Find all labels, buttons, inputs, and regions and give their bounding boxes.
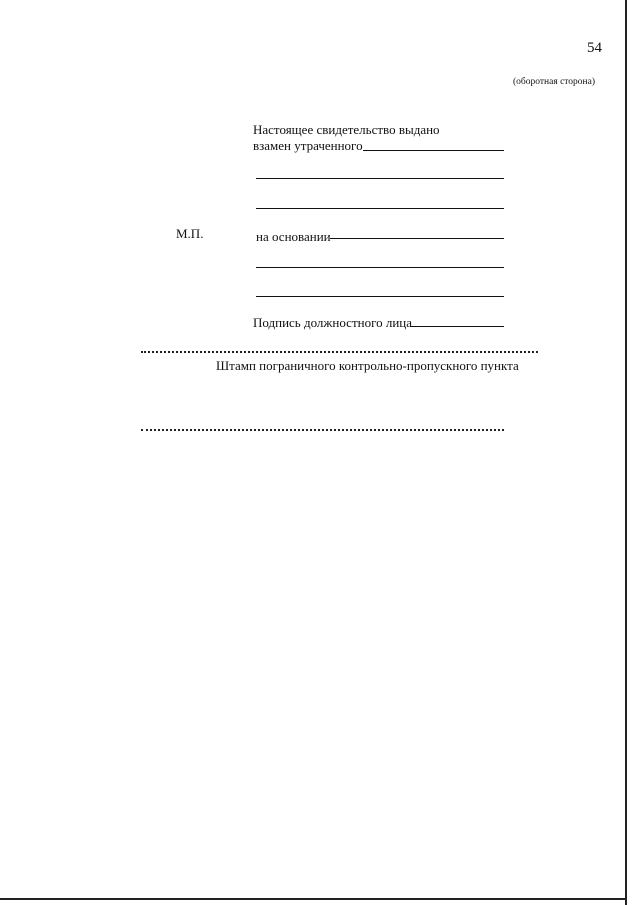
blank-line-3	[256, 267, 504, 268]
blank-line-1	[256, 178, 504, 179]
stamp-dotted-line-bottom	[141, 429, 504, 431]
blank-line-2	[256, 208, 504, 209]
stamp-place-label: М.П.	[176, 226, 204, 241]
basis-fill-line	[330, 238, 504, 239]
stamp-caption: Штамп пограничного контрольно-пропускного пункта	[216, 358, 519, 373]
page-edge-right	[625, 0, 627, 905]
page-edge-bottom	[0, 898, 626, 900]
page-number: 54	[587, 40, 602, 56]
replacement-fill-line	[363, 150, 504, 151]
signature-label: Подпись должностного лица	[253, 315, 413, 330]
stamp-dotted-line-top	[141, 351, 538, 353]
signature-fill-line	[410, 326, 504, 327]
basis-label: на основании	[256, 229, 331, 244]
issued-line: Настоящее свидетельство выдано	[253, 122, 440, 137]
blank-line-4	[256, 296, 504, 297]
replacement-label: взамен утраченного	[253, 138, 363, 153]
side-note: (оборотная сторона)	[513, 77, 596, 87]
